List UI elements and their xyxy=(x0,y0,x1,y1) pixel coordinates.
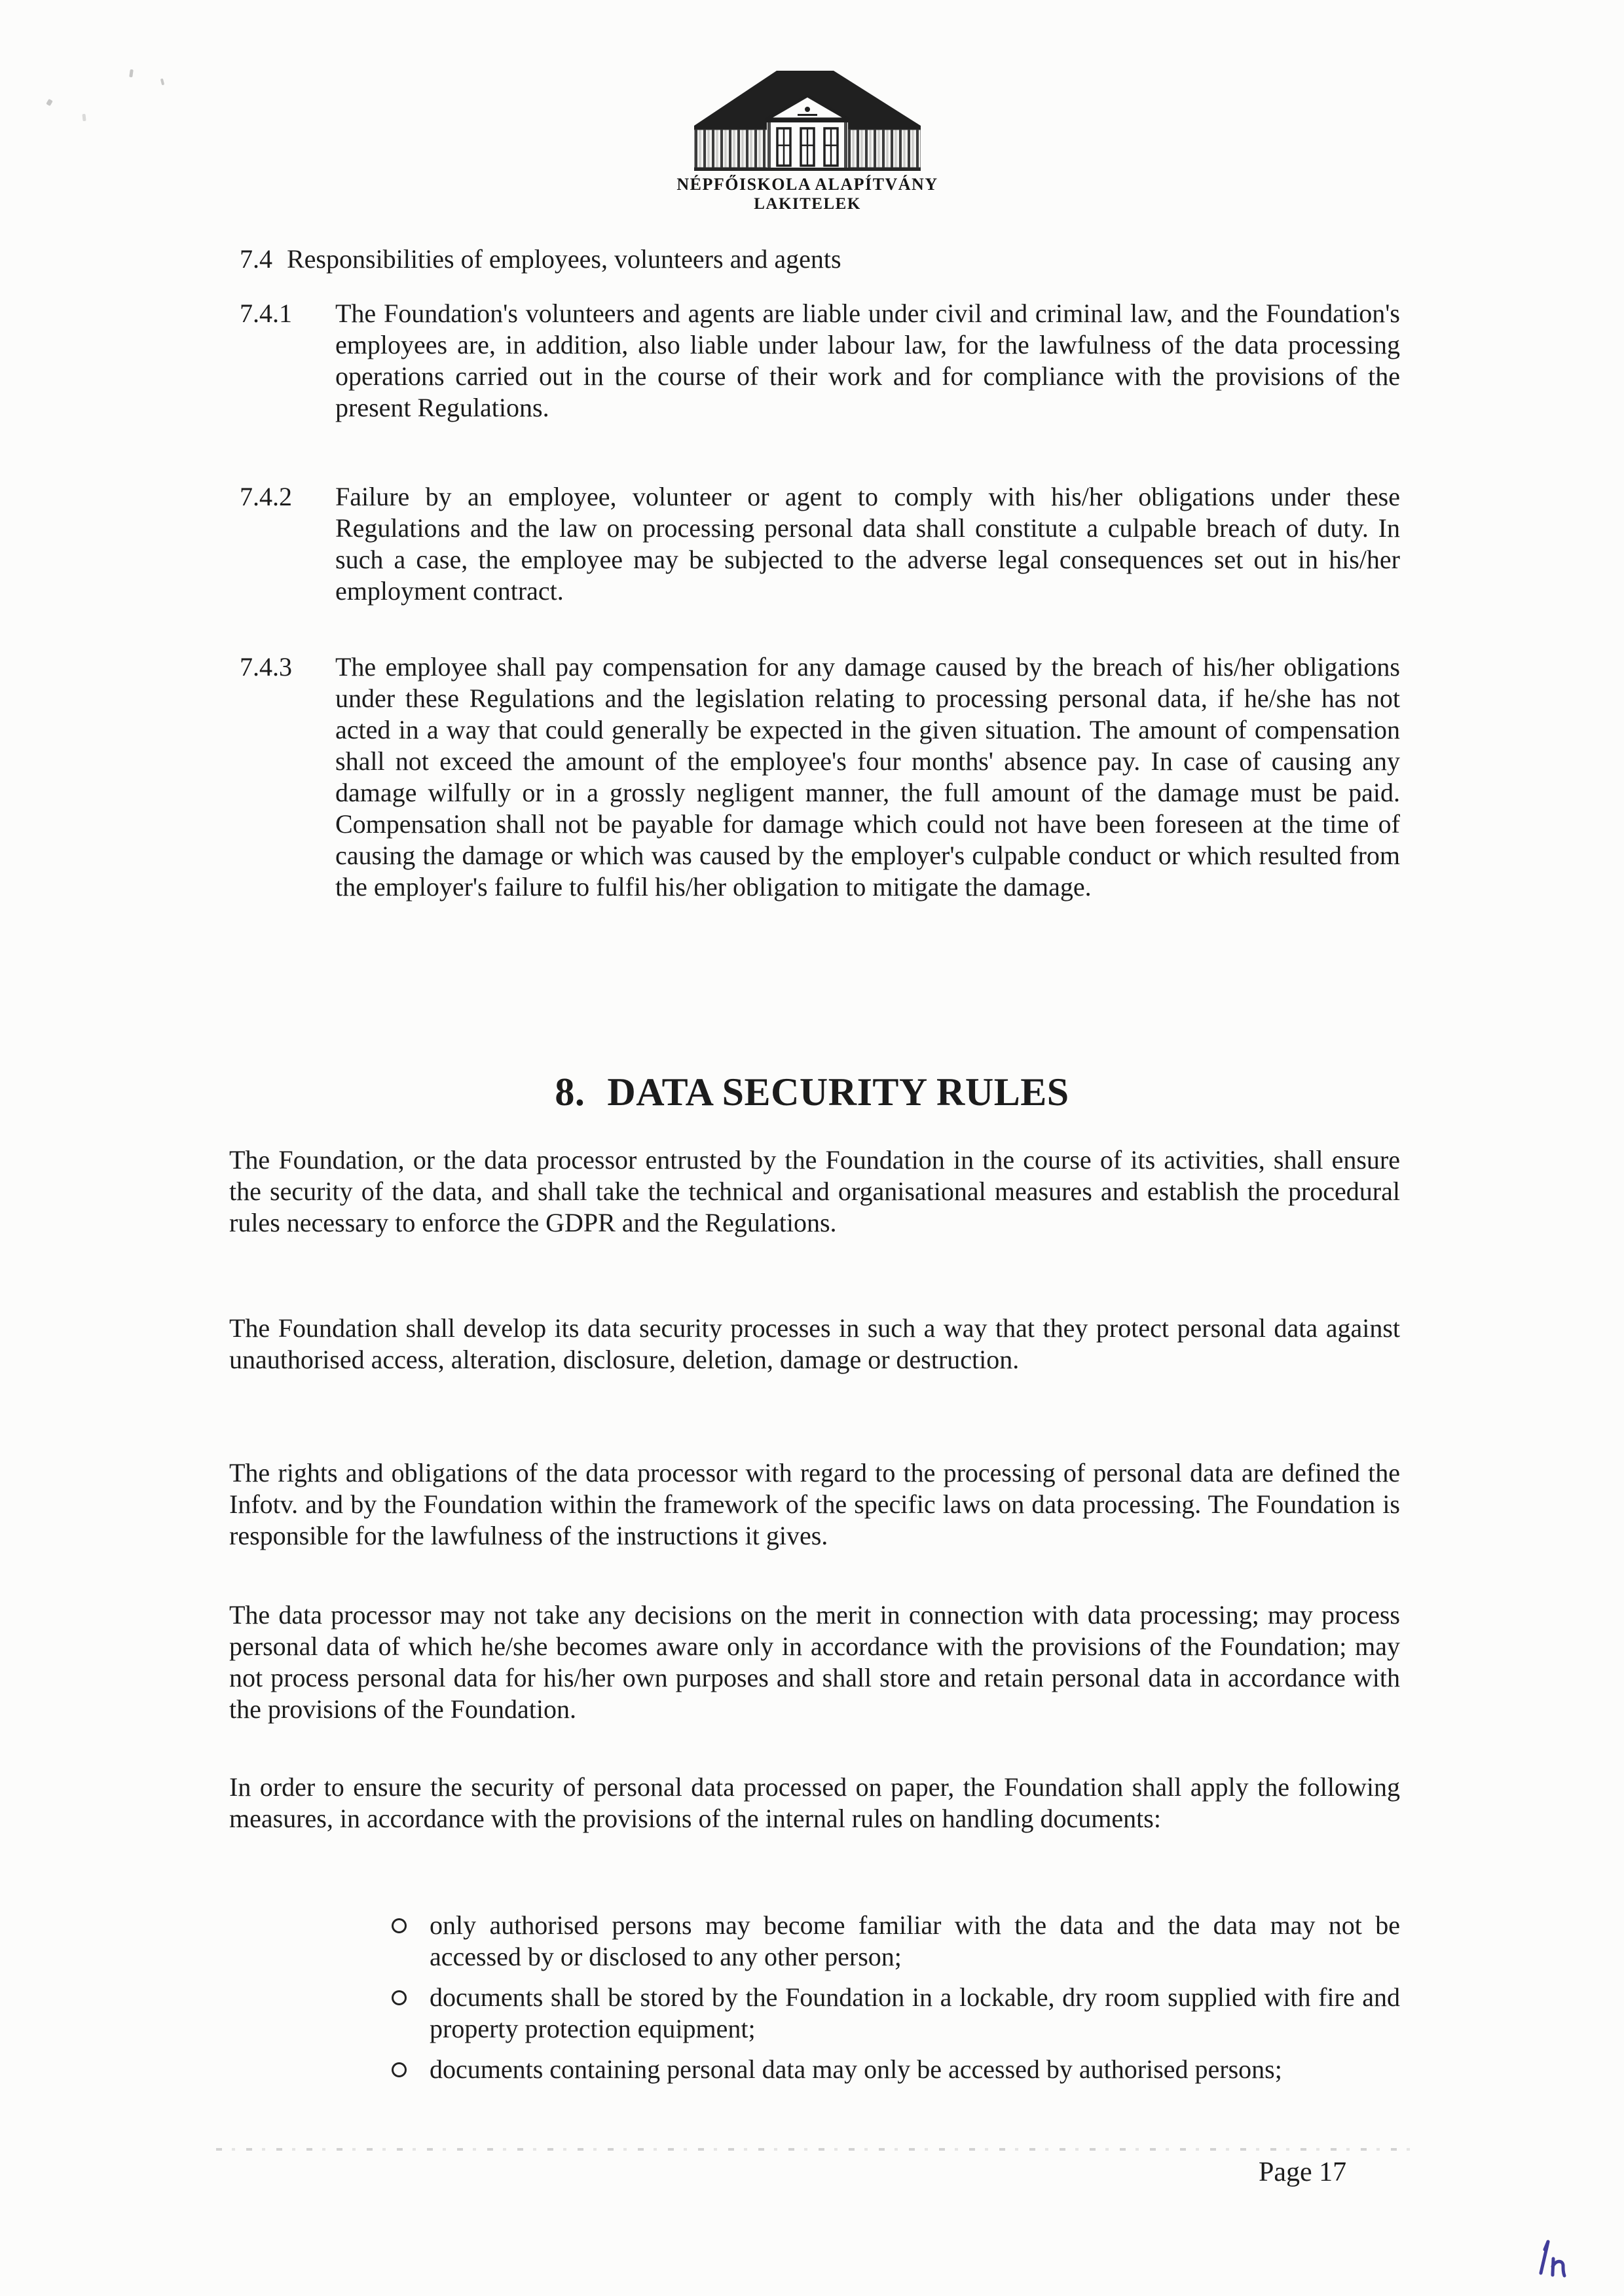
logo-caption-line2: LAKITELEK xyxy=(754,195,861,213)
clause-number: 7.4.1 xyxy=(240,299,292,328)
section-8-title: DATA SECURITY RULES xyxy=(607,1070,1069,1114)
handwritten-initials-ink xyxy=(1534,2239,1581,2286)
bullet-text: only authorised persons may become familiar with the data and the data may not be accessed by or disclosed to any other person; xyxy=(430,1910,1400,1971)
building-illustration xyxy=(694,71,921,171)
section-7-4-number: 7.4 xyxy=(240,244,272,274)
bullet-item xyxy=(390,2054,1400,2085)
section-7-4-heading xyxy=(240,244,841,275)
scan-speck xyxy=(46,99,53,106)
scan-speck xyxy=(160,79,164,86)
bullet-text: documents containing personal data may only be accessed by authorised persons; xyxy=(430,2054,1282,2084)
foundation-logo xyxy=(611,71,1004,213)
bullet-text: documents shall be stored by the Foundation in a lockable, dry room supplied with fire and property protection equipment; xyxy=(430,1982,1400,2043)
clause-number: 7.4.3 xyxy=(240,652,292,682)
section-7-4-title: Responsibilities of employees, volunteers and agents xyxy=(287,244,841,274)
circle-bullet-icon xyxy=(392,1990,407,2005)
circle-bullet-icon xyxy=(392,2062,407,2077)
paragraph: The Foundation, or the data processor entrusted by the Foundation in the course of its activities, shall ensure the security of the data, and shall take the technical and organisational measures and establish the procedural rules necessary to enforce the GDPR and the Regulations. xyxy=(229,1145,1400,1237)
scan-speck xyxy=(82,114,86,121)
clause-7-4-3 xyxy=(240,651,1400,903)
circle-bullet-icon xyxy=(392,1918,407,1933)
paragraph: The rights and obligations of the data processor with regard to the processing of personal data are defined the Infotv. and by the Foundation within the framework of the specific laws on data processing. The Foundation is responsible for the lawfulness of the instructions it gives. xyxy=(229,1458,1400,1550)
bullet-list xyxy=(390,1910,1400,2094)
clause-7-4-1 xyxy=(240,298,1400,424)
logo-caption-line1: NÉPFŐISKOLA ALAPÍTVÁNY xyxy=(676,175,938,194)
paragraph: The data processor may not take any decisions on the merit in connection with data processing; may process personal data of which he/she becomes aware only in accordance with the provisions of the Foundation; may not process personal data for his/her own purposes and shall store and retain personal data in accordance with the provisions of the Foundation. xyxy=(229,1600,1400,1724)
paragraph: The Foundation shall develop its data security processes in such a way that they protect personal data against unauthorised access, alteration, disclosure, deletion, damage or destruction. xyxy=(229,1313,1400,1374)
scan-speck xyxy=(129,69,134,78)
clause-7-4-2 xyxy=(240,481,1400,607)
page-number: Page 17 xyxy=(1259,2157,1347,2187)
paragraph: In order to ensure the security of personal data processed on paper, the Foundation shall apply the following measures, in accordance with the provisions of the internal rules on handling documents: xyxy=(229,1772,1400,1833)
scan-artifact-dashed-line xyxy=(216,2148,1414,2151)
bullet-item xyxy=(390,1982,1400,2045)
clause-text: The Foundation's volunteers and agents are liable under civil and criminal law, and the Foundation's employees are, in addition, also liable under labour law, for the lawfulness of the data processing operations carried out in the course of their work and for compliance with the provisions of the present Regulations. xyxy=(335,299,1400,422)
clause-text: Failure by an employee, volunteer or agent to comply with his/her obligations under these Regulations and the law on processing personal data shall constitute a culpable breach of duty. In such a case, the employee may be subjected to the adverse legal consequences set out in his/her employment contract. xyxy=(335,482,1400,606)
clause-number: 7.4.2 xyxy=(240,482,292,511)
section-8-heading xyxy=(0,1071,1624,1113)
clause-text: The employee shall pay compensation for any damage caused by the breach of his/her obligations under these Regulations and the legislation relating to processing personal data, if he/she has not acted in a way that could generally be expected in the given situation. The amount of compensation shall not exceed the amount of the employee's four months' absence pay. In case of causing any damage wilfully or in a grossly negligent manner, the full amount of the damage must be paid. Compensation shall not be payable for damage which could not have been foreseen at the time of causing the damage or which was caused by the employer's culpable conduct or which resulted from the employer's failure to fulfil his/her obligation to mitigate the damage. xyxy=(335,652,1400,902)
bullet-item xyxy=(390,1910,1400,1973)
section-8-number: 8. xyxy=(555,1070,585,1114)
